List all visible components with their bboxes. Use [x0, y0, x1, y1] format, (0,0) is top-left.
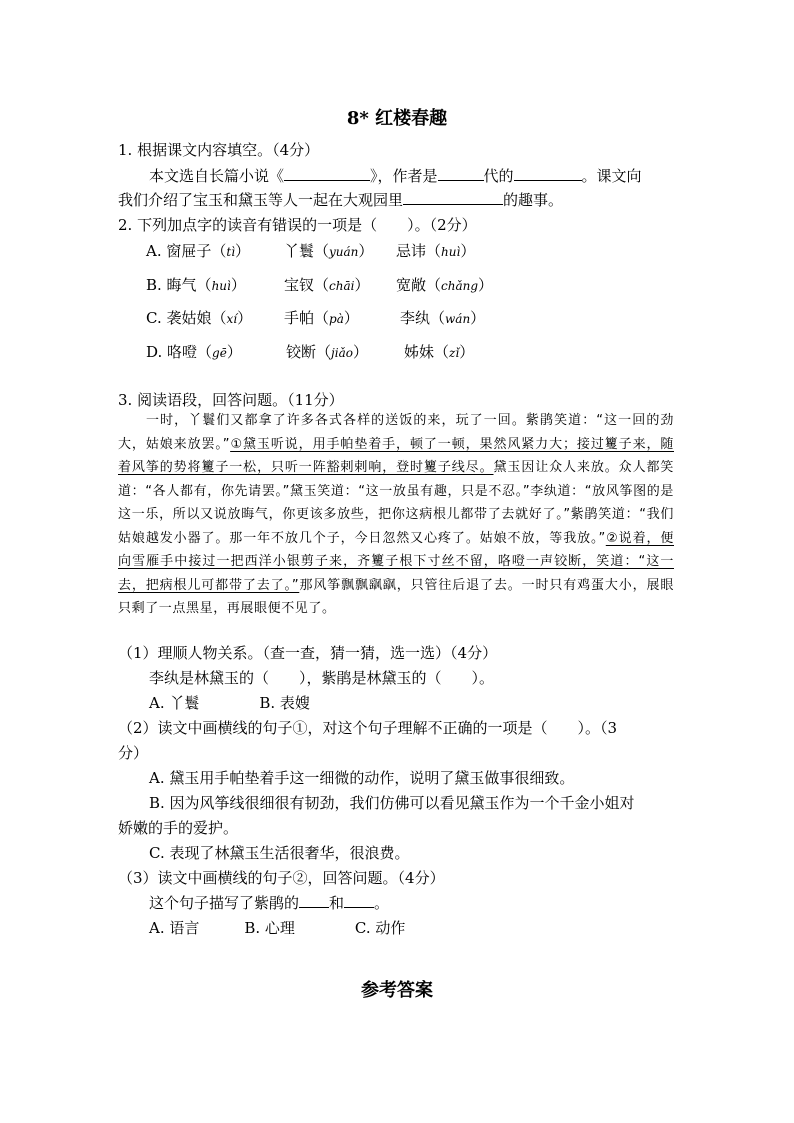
- underlined-sentence-1: ①黛玉听说，用手帕垫着手，顿了一顿，果然风紧力大；接过籰子来，随着风筝的势将籰子一松，只听一阵豁剌剌响，登时籰子线尽。: [118, 436, 674, 475]
- q2-option-d: 铰断（jiǎo）: [286, 343, 368, 361]
- q1-heading: 1. 根据课文内容填空。（4分）: [118, 141, 320, 159]
- pinyin: chǎng: [441, 279, 479, 293]
- q1-blank-event: [403, 190, 503, 205]
- q2-option-a: 丫鬟（yuán）: [284, 242, 374, 260]
- q2-option-d: D. 咯噔（gē）: [146, 343, 242, 361]
- q1-text: 。课文向: [581, 167, 642, 185]
- q3-sub3-line: 这个句子描写了紫鹃的 和 。: [149, 894, 390, 912]
- q1-blank-novel: [284, 166, 370, 181]
- q2-option-c: C. 袭姑娘（xí）: [146, 309, 253, 327]
- q3-sub2-option-b-cont: 娇嫩的手的爱护。: [118, 819, 239, 837]
- q3-sub2-option-a: A. 黛玉用手帕垫着手这一细微的动作，说明了黛玉做事很细致。: [149, 769, 575, 787]
- q3-sub1-line: 李纨是林黛玉的（ ），紫鹃是林黛玉的（ ）。: [149, 669, 495, 687]
- q1-text: 》，作者是: [370, 167, 438, 185]
- q2-option-c: 李纨（wán）: [400, 309, 486, 327]
- q2-option-d: 姊妹（zǐ）: [404, 343, 475, 361]
- q1-text: 我们介绍了宝玉和黛玉等人一起在大观园里: [118, 191, 404, 209]
- q2-option-b: 宽敞（chǎng）: [396, 276, 494, 294]
- page-title: 8* 红楼春趣: [346, 108, 448, 129]
- q2-option-a: A. 窗屉子（tì）: [146, 242, 251, 260]
- q1-text: 的趣事。: [503, 191, 564, 209]
- q3-sub1-options: A. 丫鬟 B. 表嫂: [149, 694, 310, 712]
- reading-passage: [118, 409, 674, 621]
- pinyin: tì: [226, 245, 236, 259]
- q3-sub2-option-b: B. 因为风筝线很细很有韧劲，我们仿佛可以看见黛玉作为一个千金小姐对: [149, 794, 635, 812]
- q1-blank-dynasty: [438, 166, 484, 181]
- pinyin: huì: [441, 245, 461, 259]
- pinyin: zǐ: [449, 346, 460, 360]
- q1-line-1: [149, 165, 642, 187]
- q3-sub3-blank-1: [299, 893, 329, 908]
- passage-text: 黛玉因让众人来放。众人都笑道：“各人都有，你先请罢。”黛玉笑道：“这一放虽有趣，只是不忍。”李纨道：“放风筝图的是这一乐，所以又说放晦气，你更该多放些，把你这病根儿都带了去就好了。”紫鹃笑道：“我们姑娘越发小器了。那一年不放几个子，今日忽然又心疼了。姑娘不放，等我放。”: [118, 460, 674, 546]
- pinyin: wán: [445, 312, 471, 326]
- q3-sub2-heading-cont: 分）: [118, 744, 149, 762]
- q3-sub3-heading: （3）读文中画横线的句子②，回答问题。（4分）: [118, 869, 445, 887]
- q1-text: 代的: [483, 167, 514, 185]
- q2-heading: 2. 下列加点字的读音有错误的一项是（ ）。（2分）: [118, 216, 477, 234]
- underlined-sentence-2: ②说着，便向雪雁手中接过一把西洋小银剪子来，齐籰子根下寸丝不留，咯噔一声铰断，笑道：“这一去，把病根儿可都带了去了。”: [118, 530, 674, 593]
- q3-sub3-options: A. 语言 B. 心理 C. 动作: [149, 919, 406, 937]
- q1-line-2: [118, 189, 563, 211]
- pinyin: huì: [211, 279, 231, 293]
- q3-sub2-option-c: C. 表现了林黛玉生活很奢华，很浪费。: [149, 844, 410, 862]
- pinyin: xí: [226, 312, 238, 326]
- passage-text: 一时，丫鬟们又都拿了许多各式各样的送饭的来，玩了一回。紫鹃笑道：“这一回的劲大，姑娘来放罢。”: [118, 413, 674, 452]
- q1-blank-author: [514, 166, 582, 181]
- q2-option-c: 手帕（pà）: [284, 309, 359, 327]
- q2-option-b: 宝钗（chāi）: [284, 276, 370, 294]
- answers-title: 参考答案: [361, 980, 433, 1001]
- pinyin: gē: [212, 346, 227, 360]
- q3-sub2-heading: （2）读文中画横线的句子①，对这个句子理解不正确的一项是（ ）。（3: [118, 719, 618, 737]
- q2-option-b: B. 晦气（huì）: [146, 276, 246, 294]
- pinyin: yuán: [329, 245, 359, 259]
- passage-text: 那风筝飘飘飖飖，只管往后退了去。一时只有鸡蛋大小，展眼只剩了一点黑星，再展眼便不见了。: [118, 577, 674, 616]
- q3-sub3-blank-2: [344, 893, 374, 908]
- q1-text: 本文选自长篇小说《: [149, 167, 285, 185]
- pinyin: pà: [329, 312, 344, 326]
- q3-heading: 3. 阅读语段，回答问题。（11分）: [118, 391, 344, 409]
- pinyin: jiǎo: [331, 346, 353, 360]
- q2-option-a: 忌讳（huì）: [396, 242, 476, 260]
- pinyin: chāi: [329, 279, 355, 293]
- q3-sub1-heading: （1）理顺人物关系。（查一查，猜一猜，选一选）（4分）: [118, 644, 498, 662]
